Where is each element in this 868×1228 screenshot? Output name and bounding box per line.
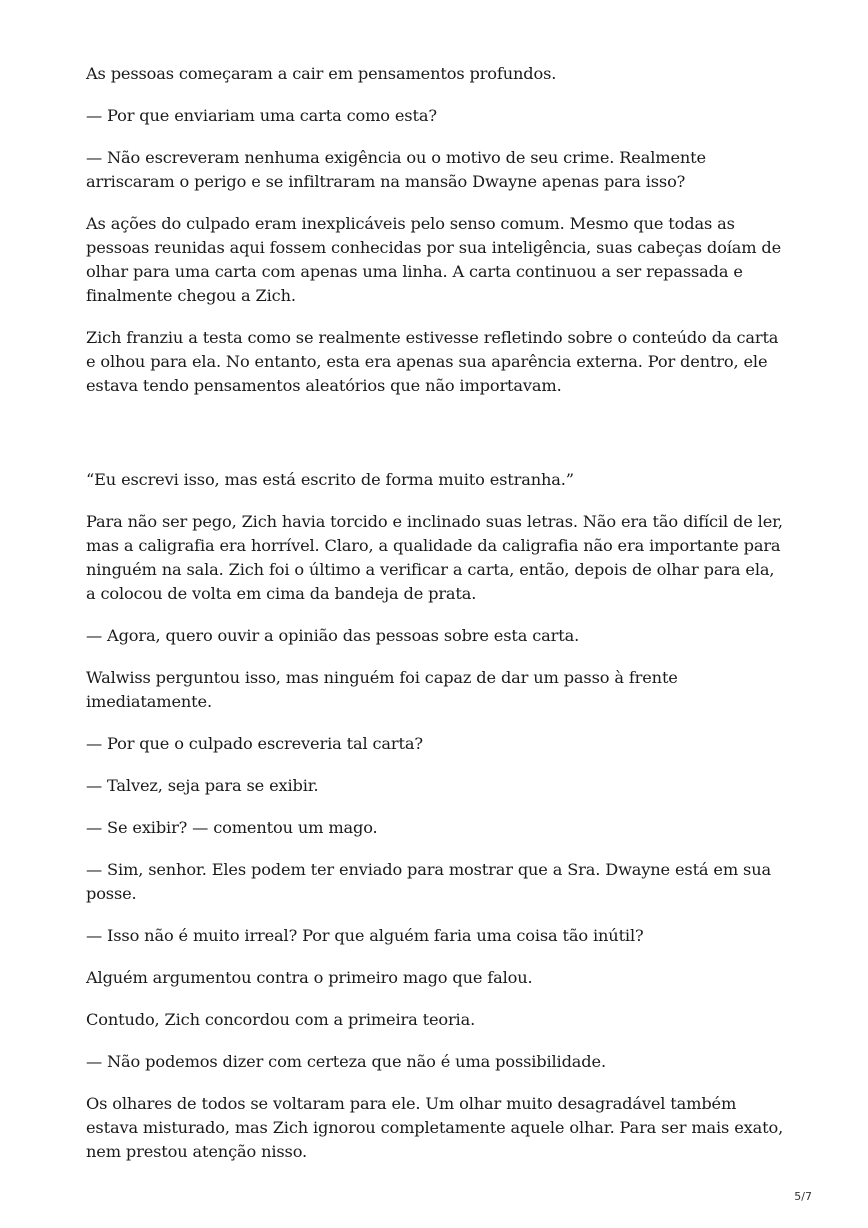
paragraph: — Por que o culpado escreveria tal carta? [86,734,423,753]
paragraph: As pessoas começaram a cair em pensamentos profundos. [86,64,557,83]
paragraph: Os olhares de todos se voltaram para ele. Um olhar muito desagradável também estava misturado, mas Zich ignorou completamente aquele olhar. Para ser mais exato, nem prestou atenção nisso. [86,1094,784,1161]
paragraph: — Talvez, seja para se exibir. [86,776,319,795]
section-gap [86,416,786,468]
paragraph: Alguém argumentou contra o primeiro mago que falou. [86,968,533,987]
paragraph: Para não ser pego, Zich havia torcido e inclinado suas letras. Não era tão difícil de ler, mas a caligrafia era horrível. Claro, a qualidade da caligrafia não era importante para ninguém na sala. Zich foi o último a verificar a carta, então, depois de olhar para ela, a colocou de volta em cima da bandeja de prata. [86,512,783,603]
paragraph: — Isso não é muito irreal? Por que alguém faria uma coisa tão inútil? [86,926,644,945]
paragraph: — Não podemos dizer com certeza que não é uma possibilidade. [86,1052,606,1071]
paragraph: — Não escreveram nenhuma exigência ou o motivo de seu crime. Realmente arriscaram o perigo e se infiltraram na mansão Dwayne apenas para isso? [86,148,706,191]
document-page [86,62,786,1182]
paragraph: “Eu escrevi isso, mas está escrito de forma muito estranha.” [86,470,574,489]
paragraph: — Agora, quero ouvir a opinião das pessoas sobre esta carta. [86,626,580,645]
paragraph: — Se exibir? — comentou um mago. [86,818,378,837]
paragraph: — Sim, senhor. Eles podem ter enviado para mostrar que a Sra. Dwayne está em sua posse. [86,860,771,903]
paragraph: As ações do culpado eram inexplicáveis pelo senso comum. Mesmo que todas as pessoas reunidas aqui fossem conhecidas por sua inteligência, suas cabeças doíam de olhar para uma carta com apenas uma linha. A carta continuou a ser repassada e finalmente chegou a Zich. [86,214,782,305]
paragraph: Contudo, Zich concordou com a primeira teoria. [86,1010,476,1029]
page-number: 5/7 [794,1190,812,1203]
paragraph: Walwiss perguntou isso, mas ninguém foi capaz de dar um passo à frente imediatamente. [86,668,678,711]
paragraph: Zich franziu a testa como se realmente estivesse refletindo sobre o conteúdo da carta e olhou para ela. No entanto, esta era apenas sua aparência externa. Por dentro, ele estava tendo pensamentos aleatórios que não importavam. [86,328,779,395]
paragraph: — Por que enviariam uma carta como esta? [86,106,437,125]
